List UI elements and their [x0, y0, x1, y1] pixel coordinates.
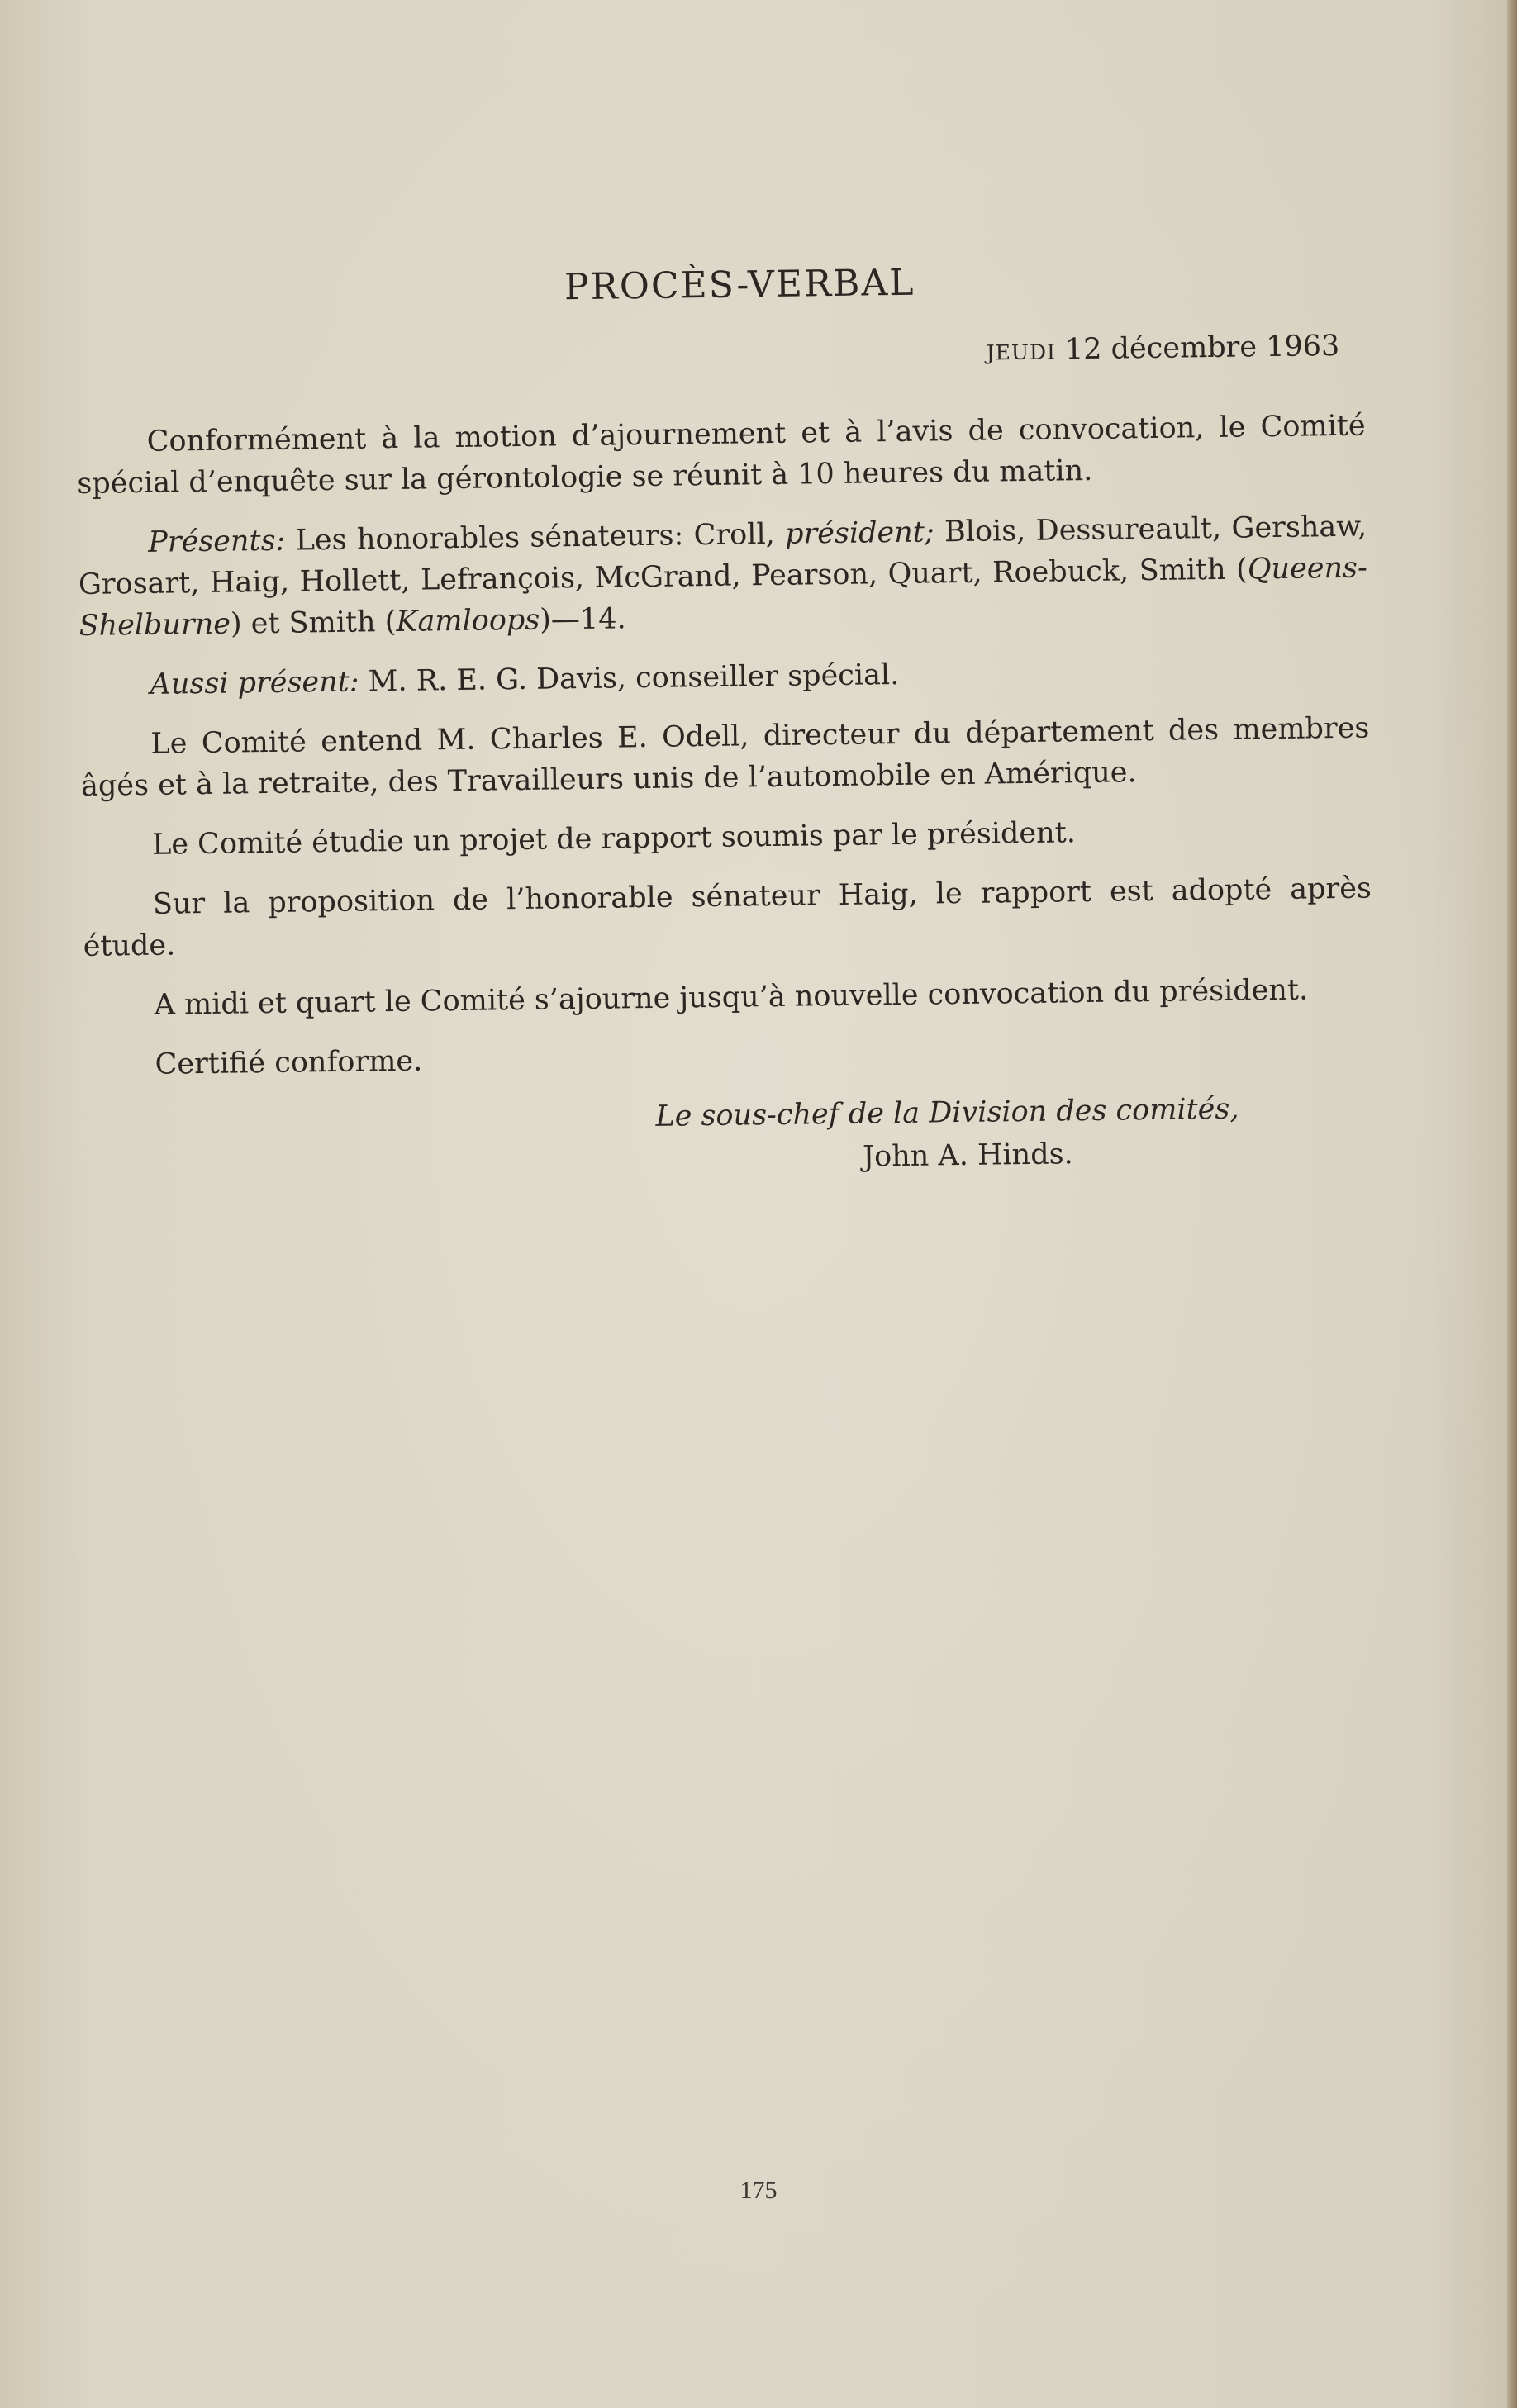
- date-text: 12 décembre 1963: [1055, 329, 1340, 367]
- riding-kamloops: Kamloops: [396, 603, 540, 639]
- president-role: président;: [784, 515, 934, 551]
- document-body: [74, 256, 1375, 1189]
- certified-line: Certifié conforme.: [155, 1044, 423, 1081]
- paragraph-witness: Le Comité entend M. Charles E. Odell, directeur du département des membres âgés et à la retraite, des Travailleurs unis de l’automobile en Amérique.: [80, 711, 1370, 803]
- attendees-text-2: Blois, Dessureault, Gershaw, Grosart, Haig, Hollett, Lefrançois, McGrand, Pearson, Quart, Roebuck, Smith (: [78, 510, 1367, 601]
- meeting-date: [75, 330, 1339, 379]
- also-present-text: M. R. E. G. Davis, conseiller spécial.: [359, 658, 900, 699]
- paragraph-also-present: [79, 648, 1369, 706]
- paragraph-adoption: Sur la proposition de l’honorable sénateur Haig, le rapport est adopté après étude.: [83, 872, 1372, 963]
- paragraph-adjournment: A midi et quart le Comité s’ajourne jusqu’à nouvelle convocation du président.: [154, 973, 1309, 1022]
- paragraph-convocation: Conformément à la motion d’ajournement et à l’avis de convocation, le Comité spécial d’enquête sur la gérontologie se réunit à 10 heures du matin.: [77, 409, 1366, 501]
- signature-block: [655, 1085, 1375, 1180]
- page-edge: [1507, 0, 1517, 2408]
- attendees-lead: Présents:: [148, 524, 286, 559]
- also-present-lead: Aussi présent:: [150, 665, 359, 701]
- attendees-text-4: )—14.: [539, 602, 626, 637]
- signature-role: Le sous-chef de la Division des comités,: [655, 1092, 1239, 1133]
- page-title: PROCÈS-VERBAL: [564, 261, 915, 309]
- attendees-text-3: ) et Smith (: [230, 605, 397, 641]
- date-weekday: JEUDI: [986, 340, 1057, 365]
- riding-queens: Queens-Shelburne: [78, 551, 1368, 643]
- page-number: 175: [739, 2177, 778, 2204]
- paragraph-draft-report: Le Comité étudie un projet de rapport soumis par le président.: [151, 816, 1077, 862]
- paragraph-attendees: [78, 506, 1368, 647]
- attendees-text-1: Les honorables sénateurs: Croll,: [285, 517, 786, 558]
- signature-name: John A. Hinds.: [862, 1138, 1073, 1174]
